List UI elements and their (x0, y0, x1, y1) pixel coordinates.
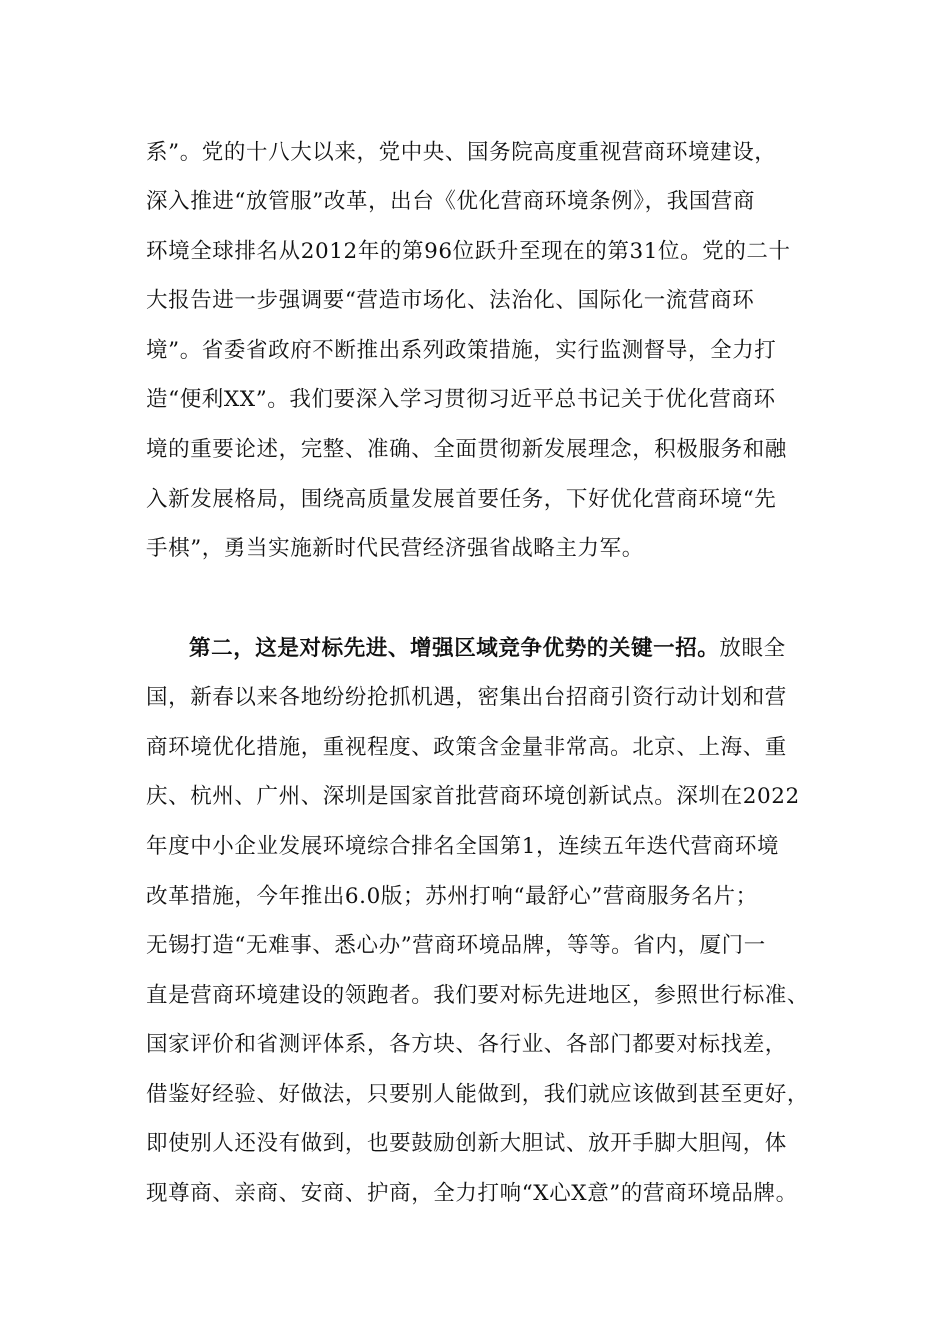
text-line: 即使别人还没有做到，也要鼓励创新大胆试、放开手脚大胆闯，体 (146, 1131, 787, 1156)
text-line: 商环境优化措施，重视程度、政策含金量非常高。北京、上海、重 (146, 735, 787, 760)
text-line: 大报告进一步强调要“营造市场化、法治化、国际化一流营商环 (146, 288, 755, 313)
text-line: 改革措施，今年推出6.0版；苏州打响“最舒心”营商服务名片； (146, 884, 758, 909)
text-line: 国家评价和省测评体系，各方块、各行业、各部门都要对标找差， (146, 1032, 787, 1057)
text-line: 年度中小企业发展环境综合排名全国第1，连续五年迭代营商环境 (146, 834, 780, 859)
text-line: 境”。省委省政府不断推出系列政策措施，实行监测督导，全力打 (146, 338, 777, 363)
text-line: 入新发展格局，围绕高质量发展首要任务，下好优化营商环境“先 (146, 487, 777, 512)
text-line: 直是营商环境建设的领跑者。我们要对标先进地区，参照世行标准、 (146, 983, 810, 1008)
text-line: 境的重要论述，完整、准确、全面贯彻新发展理念，积极服务和融 (146, 437, 787, 462)
text-line: 庆、杭州、广州、深圳是国家首批营商环境创新试点。深圳在2022 (146, 784, 800, 809)
text-line: 深入推进“放管服”改革，出台《优化营商环境条例》，我国营商 (146, 189, 756, 214)
text-line: 现尊商、亲商、安商、护商，全力打响“X心X意”的营商环境品牌。 (146, 1181, 798, 1206)
paragraph-2-first-line (189, 631, 786, 667)
text-line: 国，新春以来各地纷纷抢抓机遇，密集出台招商引资行动计划和营 (146, 685, 787, 710)
section-heading: 第二，这是对标先进、增强区域竞争优势的关键一招。 (189, 636, 720, 661)
text-line: 系”。党的十八大以来，党中央、国务院高度重视营商环境建设， (146, 140, 777, 165)
text-line: 无锡打造“无难事、悉心办”营商环境品牌，等等。省内，厦门一 (146, 933, 766, 958)
text-line: 造“便利XX”。我们要深入学习贯彻习近平总书记关于优化营商环 (146, 387, 776, 412)
text-line: 借鉴好经验、好做法，只要别人能做到，我们就应该做到甚至更好， (146, 1082, 810, 1107)
heading-tail-text: 放眼全 (719, 636, 786, 661)
text-line: 环境全球排名从2012年的第96位跃升至现在的第31位。党的二十 (146, 239, 791, 264)
text-line: 手棋”，勇当实施新时代民营经济强省战略主力军。 (146, 536, 644, 561)
